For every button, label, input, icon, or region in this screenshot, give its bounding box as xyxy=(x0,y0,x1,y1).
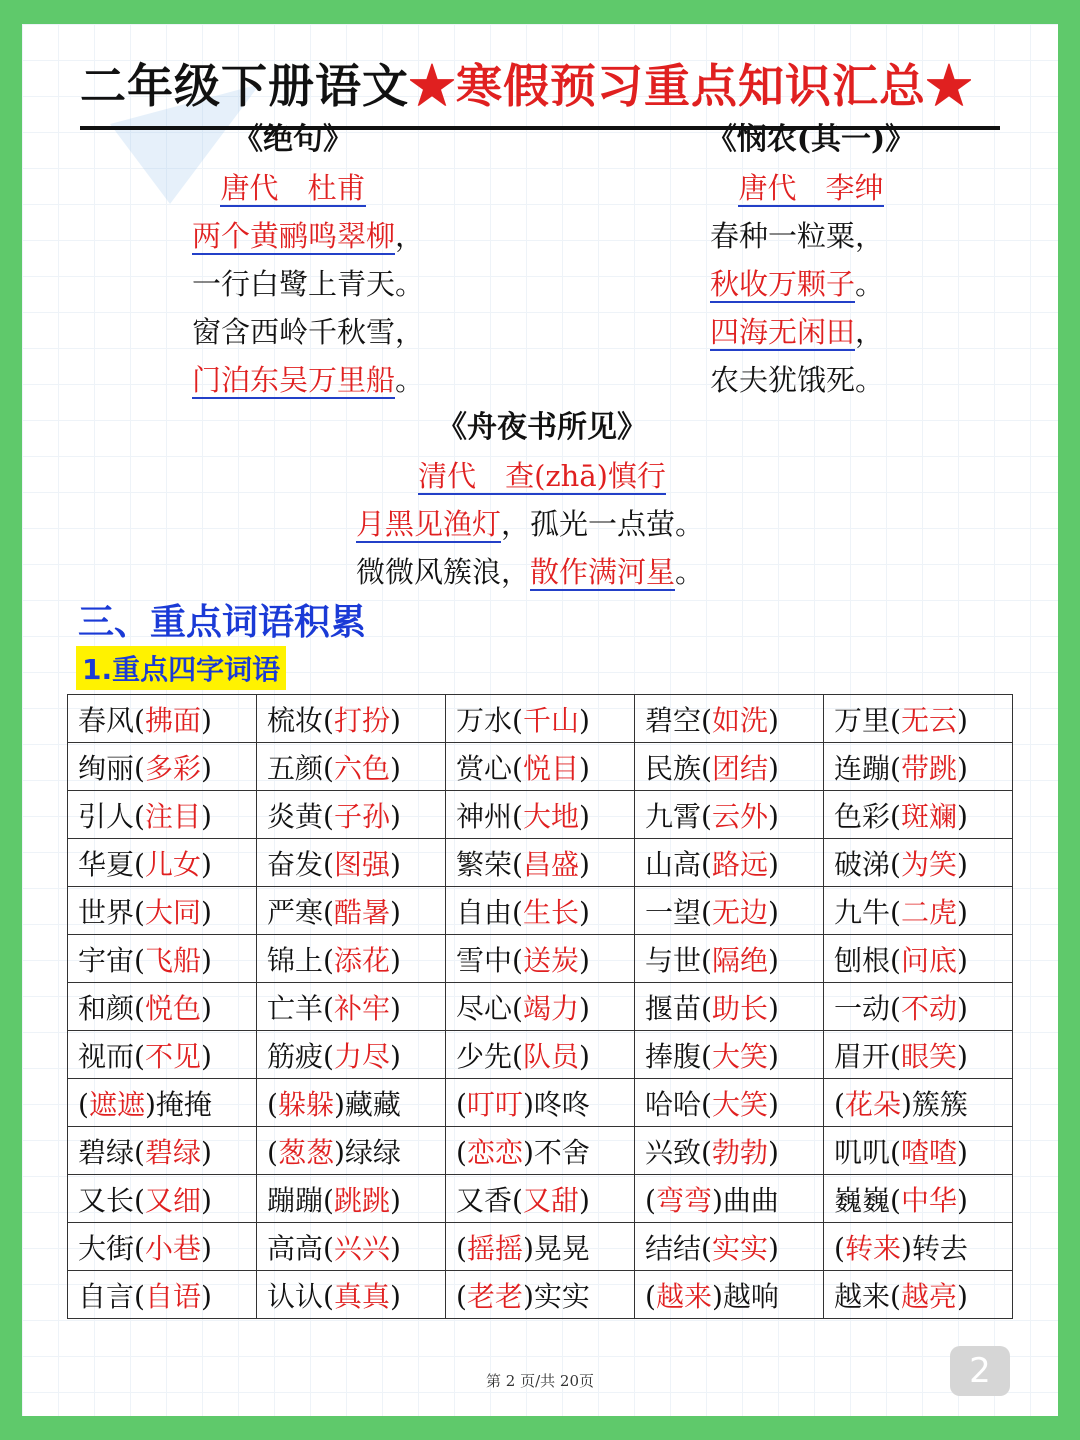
word-cell: 民族(团结) xyxy=(635,743,824,791)
word-cell: 认认(真真) xyxy=(257,1271,446,1319)
word-cell: 筋疲(力尽) xyxy=(257,1031,446,1079)
word-cell: 色彩(斑斓) xyxy=(824,791,1013,839)
word-cell: 碧空(如洗) xyxy=(635,695,824,743)
page-footer: 第 2 页/共 20页 xyxy=(486,1372,594,1390)
table-row xyxy=(68,1127,1013,1175)
word-cell: (叮叮)咚咚 xyxy=(446,1079,635,1127)
star-icon: ★ xyxy=(926,59,973,113)
poem-title: 《绝句》 xyxy=(233,122,353,157)
word-cell: 哈哈(大笑) xyxy=(635,1079,824,1127)
section-heading: 三、重点词语积累 xyxy=(78,602,367,643)
word-cell: (转来)转去 xyxy=(824,1223,1013,1271)
poem-line: 春种一粒粟， xyxy=(710,219,885,253)
poem-line: 月黑见渔灯，孤光一点萤。 xyxy=(356,507,705,541)
word-cell: (老老)实实 xyxy=(446,1271,635,1319)
word-cell: 刨根(问底) xyxy=(824,935,1013,983)
word-cell: 赏心(悦目) xyxy=(446,743,635,791)
poem-minnong xyxy=(686,116,936,404)
word-cell: 雪中(送炭) xyxy=(446,935,635,983)
word-cell: 奋发(图强) xyxy=(257,839,446,887)
word-cell: 巍巍(中华) xyxy=(824,1175,1013,1223)
word-cell: 眉开(眼笑) xyxy=(824,1031,1013,1079)
word-cell: (葱葱)绿绿 xyxy=(257,1127,446,1175)
word-cell: 繁荣(昌盛) xyxy=(446,839,635,887)
table-row xyxy=(68,1079,1013,1127)
word-cell: 绚丽(多彩) xyxy=(68,743,257,791)
word-cell: 蹦蹦(跳跳) xyxy=(257,1175,446,1223)
table-row xyxy=(68,1223,1013,1271)
word-cell: (躲躲)藏藏 xyxy=(257,1079,446,1127)
word-cell: 视而(不见) xyxy=(68,1031,257,1079)
word-cell: 神州(大地) xyxy=(446,791,635,839)
word-cell: 叽叽(喳喳) xyxy=(824,1127,1013,1175)
poem-title: 《舟夜书所见》 xyxy=(437,410,647,445)
word-cell: 世界(大同) xyxy=(68,887,257,935)
word-cell: 结结(实实) xyxy=(635,1223,824,1271)
word-cell: 华夏(儿女) xyxy=(68,839,257,887)
poem-line: 两个黄鹂鸣翠柳， xyxy=(192,219,425,253)
star-icon: ★ xyxy=(409,59,456,113)
word-cell: 引人(注目) xyxy=(68,791,257,839)
word-cell: 一望(无边) xyxy=(635,887,824,935)
poem-line: 秋收万颗子。 xyxy=(710,267,885,301)
word-cell: 九牛(二虎) xyxy=(824,887,1013,935)
word-cell: 一动(不动) xyxy=(824,983,1013,1031)
word-cell: 兴致(勃勃) xyxy=(635,1127,824,1175)
subsection-heading: 1.重点四字词语 xyxy=(76,646,286,690)
title-main: 二年级下册语文 xyxy=(80,59,409,113)
poem-author: 唐代 李绅 xyxy=(738,171,884,205)
table-row xyxy=(68,1271,1013,1319)
word-cell: 大街(小巷) xyxy=(68,1223,257,1271)
word-cell: 宇宙(飞船) xyxy=(68,935,257,983)
word-cell: 山高(路远) xyxy=(635,839,824,887)
word-table xyxy=(67,694,1013,1319)
word-cell: 高高(兴兴) xyxy=(257,1223,446,1271)
word-cell: 炎黄(子孙) xyxy=(257,791,446,839)
word-cell: (摇摇)晃晃 xyxy=(446,1223,635,1271)
table-row xyxy=(68,983,1013,1031)
poem-title: 《悯农(其一)》 xyxy=(706,122,916,157)
title-highlight: 寒假预习重点知识汇总 xyxy=(456,59,926,113)
word-cell: 越来(越亮) xyxy=(824,1271,1013,1319)
word-cell: (花朵)簇簇 xyxy=(824,1079,1013,1127)
table-row xyxy=(68,1031,1013,1079)
table-row xyxy=(68,887,1013,935)
word-cell: 锦上(添花) xyxy=(257,935,446,983)
word-cell: 与世(隔绝) xyxy=(635,935,824,983)
word-cell: 破涕(为笑) xyxy=(824,839,1013,887)
poem-author: 清代 查(zhā)慎行 xyxy=(418,459,666,493)
word-cell: 九霄(云外) xyxy=(635,791,824,839)
word-cell: (弯弯)曲曲 xyxy=(635,1175,824,1223)
poem-line: 一行白鹭上青天。 xyxy=(192,267,425,301)
word-cell: 梳妆(打扮) xyxy=(257,695,446,743)
word-cell: 碧绿(碧绿) xyxy=(68,1127,257,1175)
word-cell: 又长(又细) xyxy=(68,1175,257,1223)
poem-zhouye xyxy=(342,404,742,596)
poem-line: 窗含西岭千秋雪， xyxy=(192,315,425,349)
word-cell: 春风(拂面) xyxy=(68,695,257,743)
word-cell: 自言(自语) xyxy=(68,1271,257,1319)
word-cell: 严寒(酷暑) xyxy=(257,887,446,935)
word-cell: (遮遮)掩掩 xyxy=(68,1079,257,1127)
page-number-badge: 2 xyxy=(950,1346,1010,1396)
table-row xyxy=(68,791,1013,839)
word-cell: 又香(又甜) xyxy=(446,1175,635,1223)
word-cell: 和颜(悦色) xyxy=(68,983,257,1031)
table-row xyxy=(68,743,1013,791)
word-cell: 五颜(六色) xyxy=(257,743,446,791)
poem-line: 门泊东吴万里船。 xyxy=(192,363,425,397)
table-row xyxy=(68,695,1013,743)
word-cell: 万里(无云) xyxy=(824,695,1013,743)
table-row xyxy=(68,935,1013,983)
word-cell: (恋恋)不舍 xyxy=(446,1127,635,1175)
poem-author: 唐代 杜甫 xyxy=(220,171,366,205)
word-cell: (越来)越响 xyxy=(635,1271,824,1319)
table-row xyxy=(68,1175,1013,1223)
word-cell: 尽心(竭力) xyxy=(446,983,635,1031)
poem-line: 微微风簇浪，散作满河星。 xyxy=(356,555,705,589)
word-cell: 连蹦(带跳) xyxy=(824,743,1013,791)
poem-line: 农夫犹饿死。 xyxy=(710,363,885,397)
word-cell: 万水(千山) xyxy=(446,695,635,743)
word-cell: 少先(队员) xyxy=(446,1031,635,1079)
word-cell: 自由(生长) xyxy=(446,887,635,935)
document-page xyxy=(22,24,1058,1416)
word-cell: 揠苗(助长) xyxy=(635,983,824,1031)
word-cell: 亡羊(补牢) xyxy=(257,983,446,1031)
poem-jueju xyxy=(168,116,425,404)
word-cell: 捧腹(大笑) xyxy=(635,1031,824,1079)
poem-line: 四海无闲田， xyxy=(710,315,885,349)
table-row xyxy=(68,839,1013,887)
